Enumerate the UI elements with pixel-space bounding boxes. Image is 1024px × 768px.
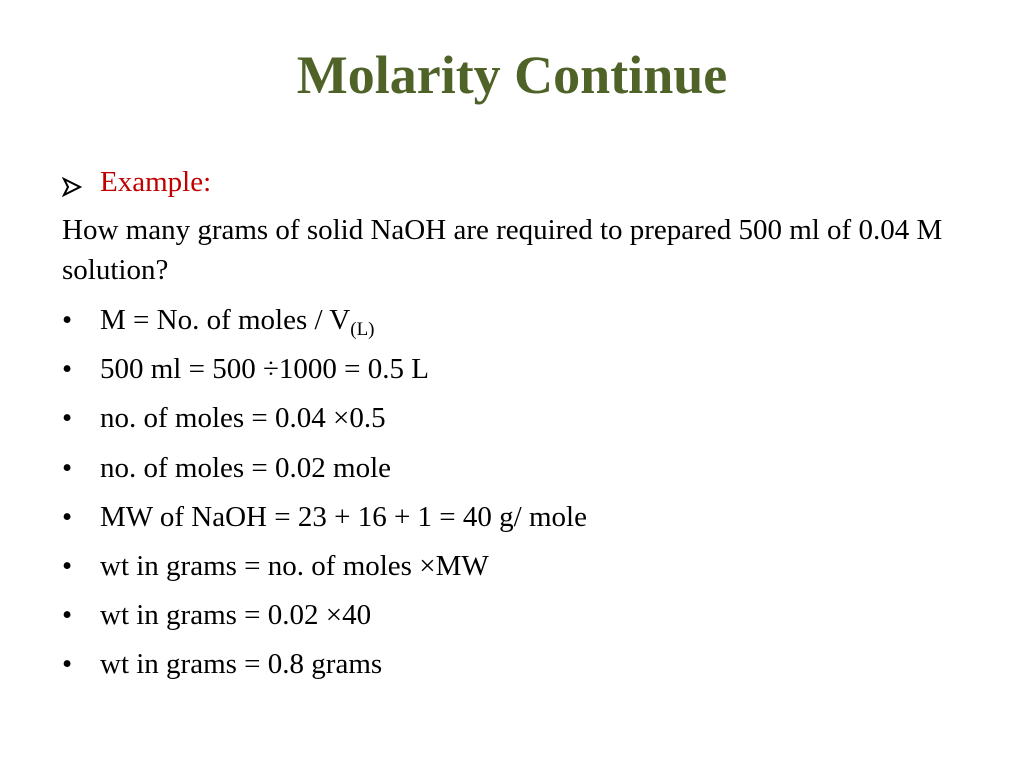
bullet-dot: • [62, 549, 73, 582]
step-text: wt in grams = 0.02 ×40 [100, 599, 372, 632]
bullet-dot: • [62, 500, 73, 533]
list-item [62, 546, 587, 595]
step-text: wt in grams = no. of moles ×MW [100, 549, 489, 582]
solution-steps-list [62, 300, 587, 694]
step-text: 500 ml = 500 ÷1000 = 0.5 L [100, 353, 429, 386]
step-subscript: (L) [350, 319, 375, 340]
list-item [62, 595, 587, 644]
example-heading [62, 162, 211, 202]
bullet-dot: • [62, 353, 73, 386]
bullet-dot: • [62, 451, 73, 484]
list-item [62, 398, 587, 447]
step-text: no. of moles = 0.04 ×0.5 [100, 402, 386, 435]
bullet-dot: • [62, 648, 73, 681]
step-text: M = No. of moles / V [100, 304, 351, 336]
bullet-dot: • [62, 304, 73, 336]
arrowhead-bullet-icon [62, 172, 82, 192]
example-label: Example: [100, 165, 212, 198]
bullet-dot: • [62, 402, 73, 435]
list-item [62, 497, 587, 546]
list-item [62, 349, 587, 398]
step-text: no. of moles = 0.02 mole [100, 451, 392, 484]
slide-title: Molarity Continue [296, 45, 728, 105]
step-text: MW of NaOH = 23 + 16 + 1 = 40 g/ mole [100, 500, 587, 533]
list-item [62, 300, 587, 349]
step-text: wt in grams = 0.8 grams [100, 648, 383, 681]
list-item [62, 448, 587, 497]
bullet-dot: • [62, 599, 73, 632]
question-text: How many grams of solid NaOH are required to prepared 500 ml of 0.04 M solution? [62, 214, 943, 286]
list-item [62, 644, 587, 693]
